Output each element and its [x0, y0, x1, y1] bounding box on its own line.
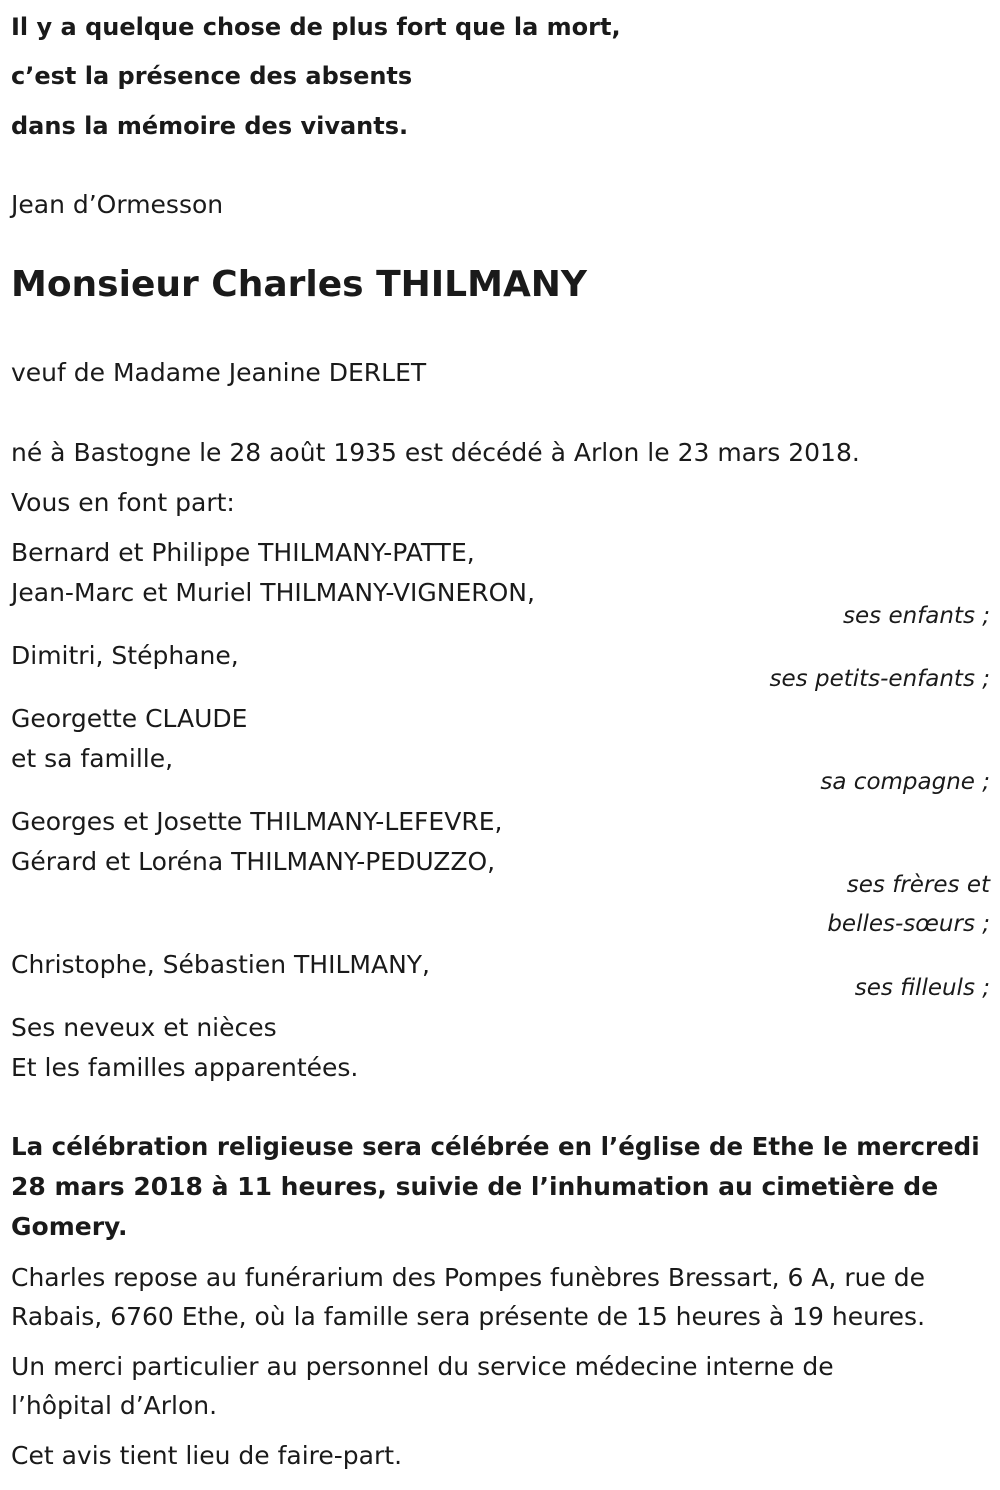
- announce-line: Vous en font part:: [11, 488, 235, 517]
- family-relation: ses enfants ;: [843, 603, 990, 629]
- family-relation: ses filleuls ;: [854, 975, 990, 1001]
- ceremony-line: Gomery.: [11, 1212, 128, 1241]
- family-relation: ses frères et: [846, 872, 990, 898]
- family-member: Bernard et Philippe THILMANY-PATTE,: [11, 538, 475, 567]
- family-relation: belles-sœurs ;: [827, 911, 990, 937]
- ceremony-line: 28 mars 2018 à 11 heures, suivie de l’inhumation au cimetière de: [11, 1172, 939, 1201]
- birth-death-line: né à Bastogne le 28 août 1935 est décédé à Arlon le 23 mars 2018.: [11, 438, 860, 467]
- family-relation: ses petits-enfants ;: [769, 666, 990, 692]
- thanks-line: l’hôpital d’Arlon.: [11, 1391, 218, 1420]
- funeral-home-line: Rabais, 6760 Ethe, où la famille sera présente de 15 heures à 19 heures.: [11, 1302, 926, 1331]
- quote-line: dans la mémoire des vivants.: [11, 112, 409, 140]
- deceased-name: Monsieur Charles THILMANY: [11, 264, 587, 305]
- others-line: Et les familles apparentées.: [11, 1053, 359, 1082]
- ceremony-line: La célébration religieuse sera célébrée en l’église de Ethe le mercredi: [11, 1132, 980, 1161]
- family-member: Georges et Josette THILMANY-LEFEVRE,: [11, 807, 503, 836]
- family-member: Christophe, Sébastien THILMANY,: [11, 950, 430, 979]
- family-relation: sa compagne ;: [820, 769, 990, 795]
- funeral-home-line: Charles repose au funérarium des Pompes funèbres Bressart, 6 A, rue de: [11, 1263, 926, 1292]
- closing-line: Cet avis tient lieu de faire-part.: [11, 1441, 403, 1470]
- widower-line: veuf de Madame Jeanine DERLET: [11, 358, 427, 387]
- quote-author: Jean d’Ormesson: [11, 190, 224, 219]
- thanks-line: Un merci particulier au personnel du service médecine interne de: [11, 1352, 834, 1381]
- family-member: Georgette CLAUDE: [11, 704, 248, 733]
- quote-line: c’est la présence des absents: [11, 62, 413, 90]
- others-line: Ses neveux et nièces: [11, 1013, 277, 1042]
- quote-line: Il y a quelque chose de plus fort que la mort,: [11, 13, 621, 41]
- family-member: et sa famille,: [11, 744, 174, 773]
- family-member: Dimitri, Stéphane,: [11, 641, 239, 670]
- family-member: Gérard et Loréna THILMANY-PEDUZZO,: [11, 847, 496, 876]
- family-member: Jean-Marc et Muriel THILMANY-VIGNERON,: [11, 578, 535, 607]
